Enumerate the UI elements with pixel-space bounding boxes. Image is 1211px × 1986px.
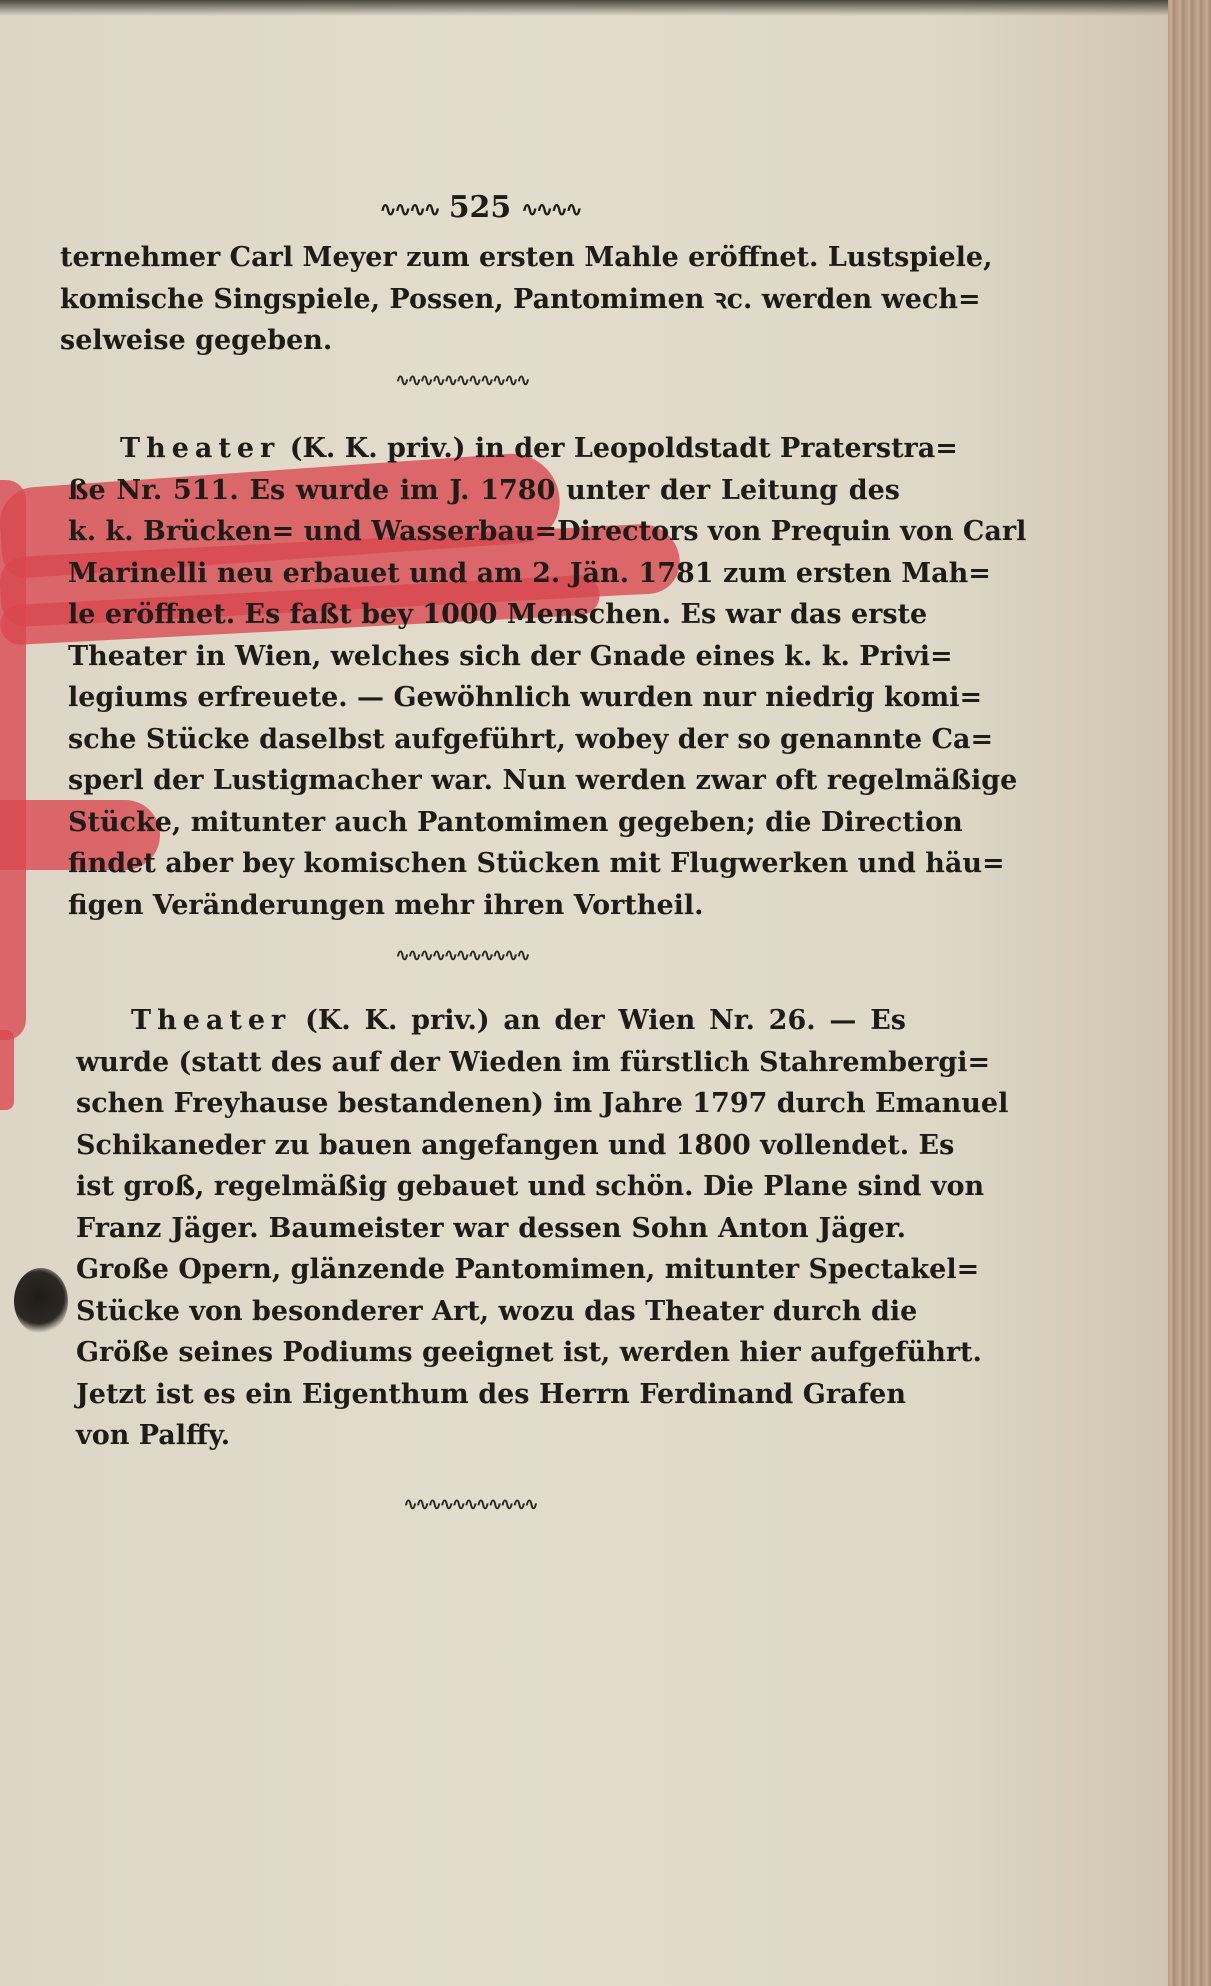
text-line: wurde (statt des auf der Wieden im fürstlich Stahrembergi= (76, 1046, 991, 1078)
red-stain (0, 1030, 14, 1110)
text-line: schen Freyhause bestandenen) im Jahre 1797 durch Emanuel (76, 1088, 1009, 1119)
text-line-content: (K. K. priv.) in der Leopoldstadt Praterstra= (289, 433, 958, 464)
text-line (76, 1000, 906, 1042)
text-line: le eröffnet. Es faßt bey 1000 Menschen. Es war das erste (68, 599, 928, 630)
entry-an-der-wien (76, 1000, 1009, 1457)
entry-leopoldstadt (68, 428, 1027, 926)
text-line: k. k. Brücken= und Wasserbau=Directors von Prequin von Carl (68, 516, 1027, 547)
header-ornament-left: ∿∿∿∿ (379, 197, 439, 221)
red-stain (0, 480, 26, 1040)
header-ornament-right: ∿∿∿∿ (521, 197, 581, 221)
section-divider: ∿∿∿∿∿∿∿∿∿∿∿ (395, 370, 528, 391)
text-line: Stücke von besonderer Art, wozu das Theater durch die (76, 1295, 918, 1327)
text-line (68, 428, 958, 470)
intro-paragraph (60, 237, 993, 362)
text-line: sperl der Lustigmacher war. Nun werden zwar oft regelmäßige (68, 765, 1018, 796)
top-shadow (0, 0, 1168, 16)
text-line: findet aber bey komischen Stücken mit Flugwerken und häu= (68, 848, 1005, 879)
page-header (360, 190, 600, 225)
text-line: Marinelli neu erbauet und am 2. Jän. 1781 zum ersten Mah= (68, 557, 991, 589)
text-line: ße Nr. 511. Es wurde im J. 1780 unter der Leitung des (68, 474, 900, 506)
text-line: legiums erfreuete. — Gewöhnlich wurden nur niedrig komi= (68, 682, 983, 713)
section-divider: ∿∿∿∿∿∿∿∿∿∿∿ (395, 945, 528, 966)
text-line: selweise gegeben. (60, 325, 333, 356)
text-line: sche Stücke daselbst aufgeführt, wobey der so genannte Ca= (68, 723, 994, 755)
text-line: figen Veränderungen mehr ihren Vortheil. (68, 889, 704, 921)
text-line: ternehmer Carl Meyer zum ersten Mahle eröffnet. Lustspiele, (60, 242, 993, 273)
text-line: Größe seines Podiums geeignet ist, werden hier aufgeführt. (76, 1337, 982, 1368)
text-line: Jetzt ist es ein Eigenthum des Herrn Ferdinand Grafen (76, 1378, 906, 1410)
entry-heading: Theater (120, 433, 281, 464)
text-line: ist groß, regelmäßig gebauet und schön. Die Plane sind von (76, 1171, 985, 1202)
text-line: Franz Jäger. Baumeister war dessen Sohn Anton Jäger. (76, 1212, 906, 1244)
entry-heading: Theater (131, 1005, 292, 1036)
section-divider: ∿∿∿∿∿∿∿∿∿∿∿ (403, 1494, 536, 1515)
text-line: von Palffy. (76, 1420, 231, 1451)
text-line: Große Opern, glänzende Pantomimen, mitunter Spectakel= (76, 1254, 980, 1285)
text-line: Stücke, mitunter auch Pantomimen gegeben; die Direction (68, 806, 963, 838)
text-line-content: (K. K. priv.) an der Wien Nr. 26. — Es (305, 1005, 906, 1036)
text-line: Schikaneder zu bauen angefangen und 1800 vollendet. Es (76, 1129, 955, 1161)
page-number: 525 (448, 190, 512, 225)
ink-blot (14, 1268, 68, 1334)
text-line: komische Singspiele, Possen, Pantomimen ꝛc. werden wech= (60, 283, 981, 315)
page-edge (1168, 0, 1211, 1986)
text-line: Theater in Wien, welches sich der Gnade eines k. k. Privi= (68, 640, 953, 672)
